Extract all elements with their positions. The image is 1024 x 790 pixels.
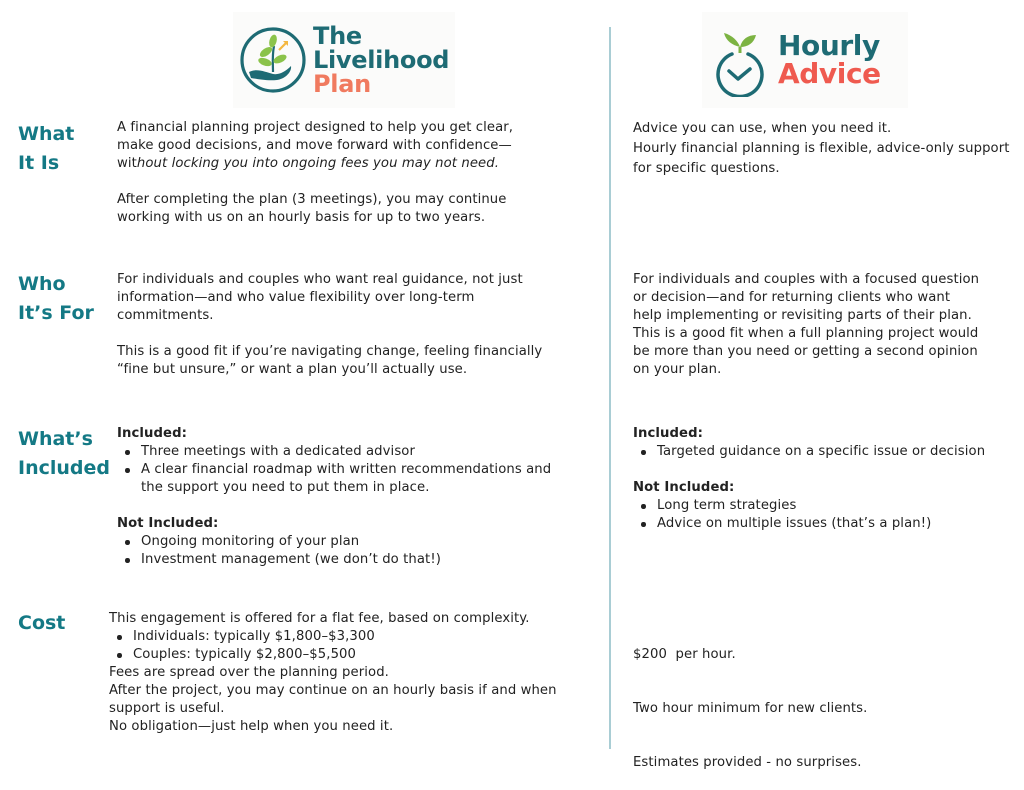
heading-line: Cost xyxy=(18,612,66,634)
whats-included-livelihood xyxy=(117,425,551,569)
text-line: For individuals and couples who want real guidance, not just xyxy=(117,272,523,287)
hourly-advice-wordmark xyxy=(778,29,881,90)
clock-sprout-icon xyxy=(710,23,770,97)
what-it-is-livelihood xyxy=(117,119,513,227)
heading-line: It’s For xyxy=(18,302,94,324)
list-item: Advice on multiple issues (that’s a plan!) xyxy=(657,515,985,533)
cost-list xyxy=(109,628,557,664)
heading-what-it-is xyxy=(18,120,74,178)
text-line: make good decisions, and move forward with confidence— xyxy=(117,138,512,153)
text-line: For individuals and couples with a focused question xyxy=(633,272,980,287)
text-line: or decision—and for returning clients who want xyxy=(633,290,951,305)
text-line: No obligation—just help when you need it. xyxy=(109,719,394,734)
not-included-list xyxy=(633,497,985,533)
livelihood-plan-logo xyxy=(233,12,455,108)
cost-hourly xyxy=(633,610,867,790)
text-line xyxy=(117,155,513,173)
heading-line: Included xyxy=(18,457,110,479)
who-its-for-livelihood xyxy=(117,271,542,379)
heading-line: What xyxy=(18,123,75,145)
text-line: $200 per hour. xyxy=(633,647,736,662)
text-line: Hourly financial planning is flexible, advice-only support xyxy=(633,141,1010,156)
italic-text: hout locking you into ongoing fees you may not need. xyxy=(136,156,500,171)
text-line: A financial planning project designed to help you get clear, xyxy=(117,120,514,135)
heading-line: Who xyxy=(18,273,66,295)
who-its-for-hourly xyxy=(633,271,979,379)
text-line: working with us on an hourly basis for up to two years. xyxy=(117,210,486,225)
plant-in-hand-icon xyxy=(239,26,307,94)
cost-livelihood xyxy=(109,610,557,736)
list-item: Long term strategies xyxy=(657,497,985,515)
text-line: This is a good fit if you’re navigating change, feeling financially xyxy=(117,344,543,359)
included-label: Included: xyxy=(117,426,188,441)
list-item: Three meetings with a dedicated advisor xyxy=(141,443,551,461)
list-item-text: A clear financial roadmap with written recommendations and xyxy=(141,462,552,477)
heading-who-its-for xyxy=(18,270,94,328)
included-list xyxy=(633,443,985,461)
list-item: Investment management (we don’t do that!) xyxy=(141,551,551,569)
text-line: Estimates provided - no surprises. xyxy=(633,755,862,770)
not-included-label: Not Included: xyxy=(633,480,735,495)
logo-line-plan: Plan xyxy=(313,70,371,98)
text-line: Fees are spread over the planning period. xyxy=(109,665,389,680)
hourly-advice-logo xyxy=(702,12,908,108)
text-line: “fine but unsure,” or want a plan you’ll actually use. xyxy=(117,362,468,377)
heading-line: It Is xyxy=(18,152,60,174)
included-list xyxy=(117,443,551,497)
logo-line-advice: Advice xyxy=(778,57,881,90)
what-it-is-hourly xyxy=(633,119,1010,179)
list-item: Targeted guidance on a specific issue or decision xyxy=(657,444,986,459)
text-line: Two hour minimum for new clients. xyxy=(633,701,868,716)
list-item: Ongoing monitoring of your plan xyxy=(141,533,551,551)
logo-line-the: The xyxy=(313,22,362,50)
heading-cost xyxy=(18,609,65,638)
livelihood-plan-wordmark xyxy=(313,24,449,96)
not-included-label: Not Included: xyxy=(117,516,219,531)
text-line: for specific questions. xyxy=(633,161,780,176)
list-item: Individuals: typically $1,800–$3,300 xyxy=(133,628,557,646)
text-line: information—and who value flexibility over long-term xyxy=(117,290,475,305)
list-item: Couples: typically $2,800–$5,500 xyxy=(133,646,557,664)
heading-line: What’s xyxy=(18,428,93,450)
text-line: This engagement is offered for a flat fee, based on complexity. xyxy=(109,611,530,626)
text-line: After completing the plan (3 meetings), you may continue xyxy=(117,192,507,207)
text-fragment: wit xyxy=(117,156,137,171)
heading-whats-included xyxy=(18,425,110,483)
text-line: Advice you can use, when you need it. xyxy=(633,121,892,136)
text-line: commitments. xyxy=(117,308,214,323)
text-line: be more than you need or getting a second opinion xyxy=(633,344,978,359)
whats-included-hourly xyxy=(633,425,985,533)
included-label: Included: xyxy=(633,426,704,441)
column-divider xyxy=(609,27,611,749)
list-item-text: the support you need to put them in place. xyxy=(141,480,430,495)
logo-line-livelihood: Livelihood xyxy=(313,46,450,74)
list-item xyxy=(141,461,551,497)
logo-line-hourly: Hourly xyxy=(778,29,880,62)
text-line: After the project, you may continue on an hourly basis if and when xyxy=(109,683,557,698)
text-line: support is useful. xyxy=(109,701,225,716)
not-included-list xyxy=(117,533,551,569)
text-line: help implementing or revisiting parts of their plan. xyxy=(633,308,972,323)
text-line: on your plan. xyxy=(633,362,722,377)
text-line: This is a good fit when a full planning project would xyxy=(633,326,979,341)
